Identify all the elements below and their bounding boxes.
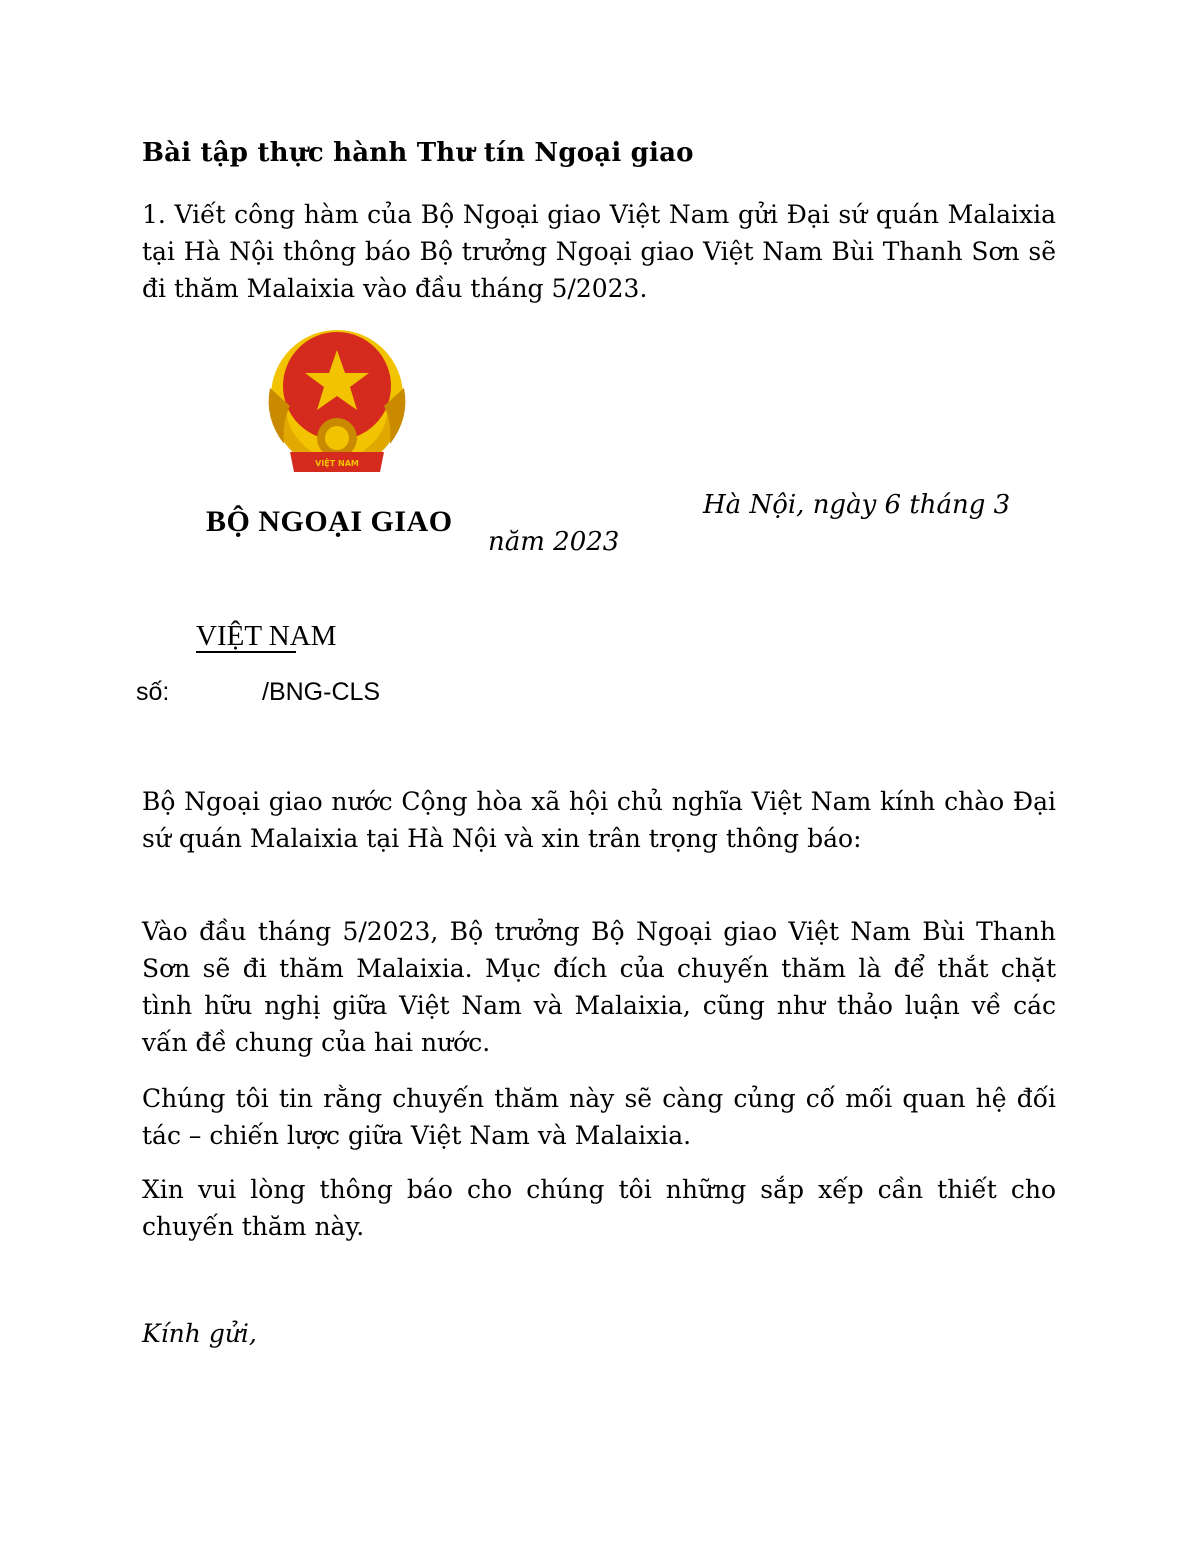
body-paragraph-1: Bộ Ngoại giao nước Cộng hòa xã hội chủ nghĩa Việt Nam kính chào Đại sứ quán Malaixia tại Hà Nội và xin trân trọng thông báo: [142,787,1056,853]
number-label: số: [136,678,170,706]
closing-salutation: Kính gửi, [142,1319,257,1348]
body-paragraph-4: Xin vui lòng thông báo cho chúng tôi những sắp xếp cần thiết cho chuyến thăm này. [142,1175,1056,1241]
country-text: VIỆT NAM [196,620,337,652]
country-name [196,620,336,653]
ministry-name: BỘ NGOẠI GIAO [206,505,453,538]
body-paragraph-3: Chúng tôi tin rằng chuyến thăm này sẽ càng củng cố mối quan hệ đối tác – chiến lược giữa Việt Nam và Malaixia. [142,1084,1056,1150]
date-line-1: Hà Nội, ngày 6 tháng 3 [703,490,1011,520]
body-paragraph-2: Vào đầu tháng 5/2023, Bộ trưởng Bộ Ngoại giao Việt Nam Bùi Thanh Sơn sẽ đi thăm Malaixia. Mục đích của chuyến thăm là để thắt chặt tình hữu nghị giữa Việt Nam và Malaixia, cũng như thảo luận về các vấn đề chung của hai nước. [142,917,1056,1057]
date-line-2: năm 2023 [488,527,620,557]
emblem-banner-text: VIỆT NAM [315,459,359,468]
number-reference: /BNG-CLS [262,678,381,706]
national-emblem-icon [262,326,412,478]
task-description: 1. Viết công hàm của Bộ Ngoại giao Việt Nam gửi Đại sứ quán Malaixia tại Hà Nội thông báo Bộ trưởng Ngoại giao Việt Nam Bùi Thanh Sơn sẽ đi thăm Malaixia vào đầu tháng 5/2023. [142,200,1056,303]
document-heading: Bài tập thực hành Thư tín Ngoại giao [142,138,694,168]
country-underline [196,651,296,653]
